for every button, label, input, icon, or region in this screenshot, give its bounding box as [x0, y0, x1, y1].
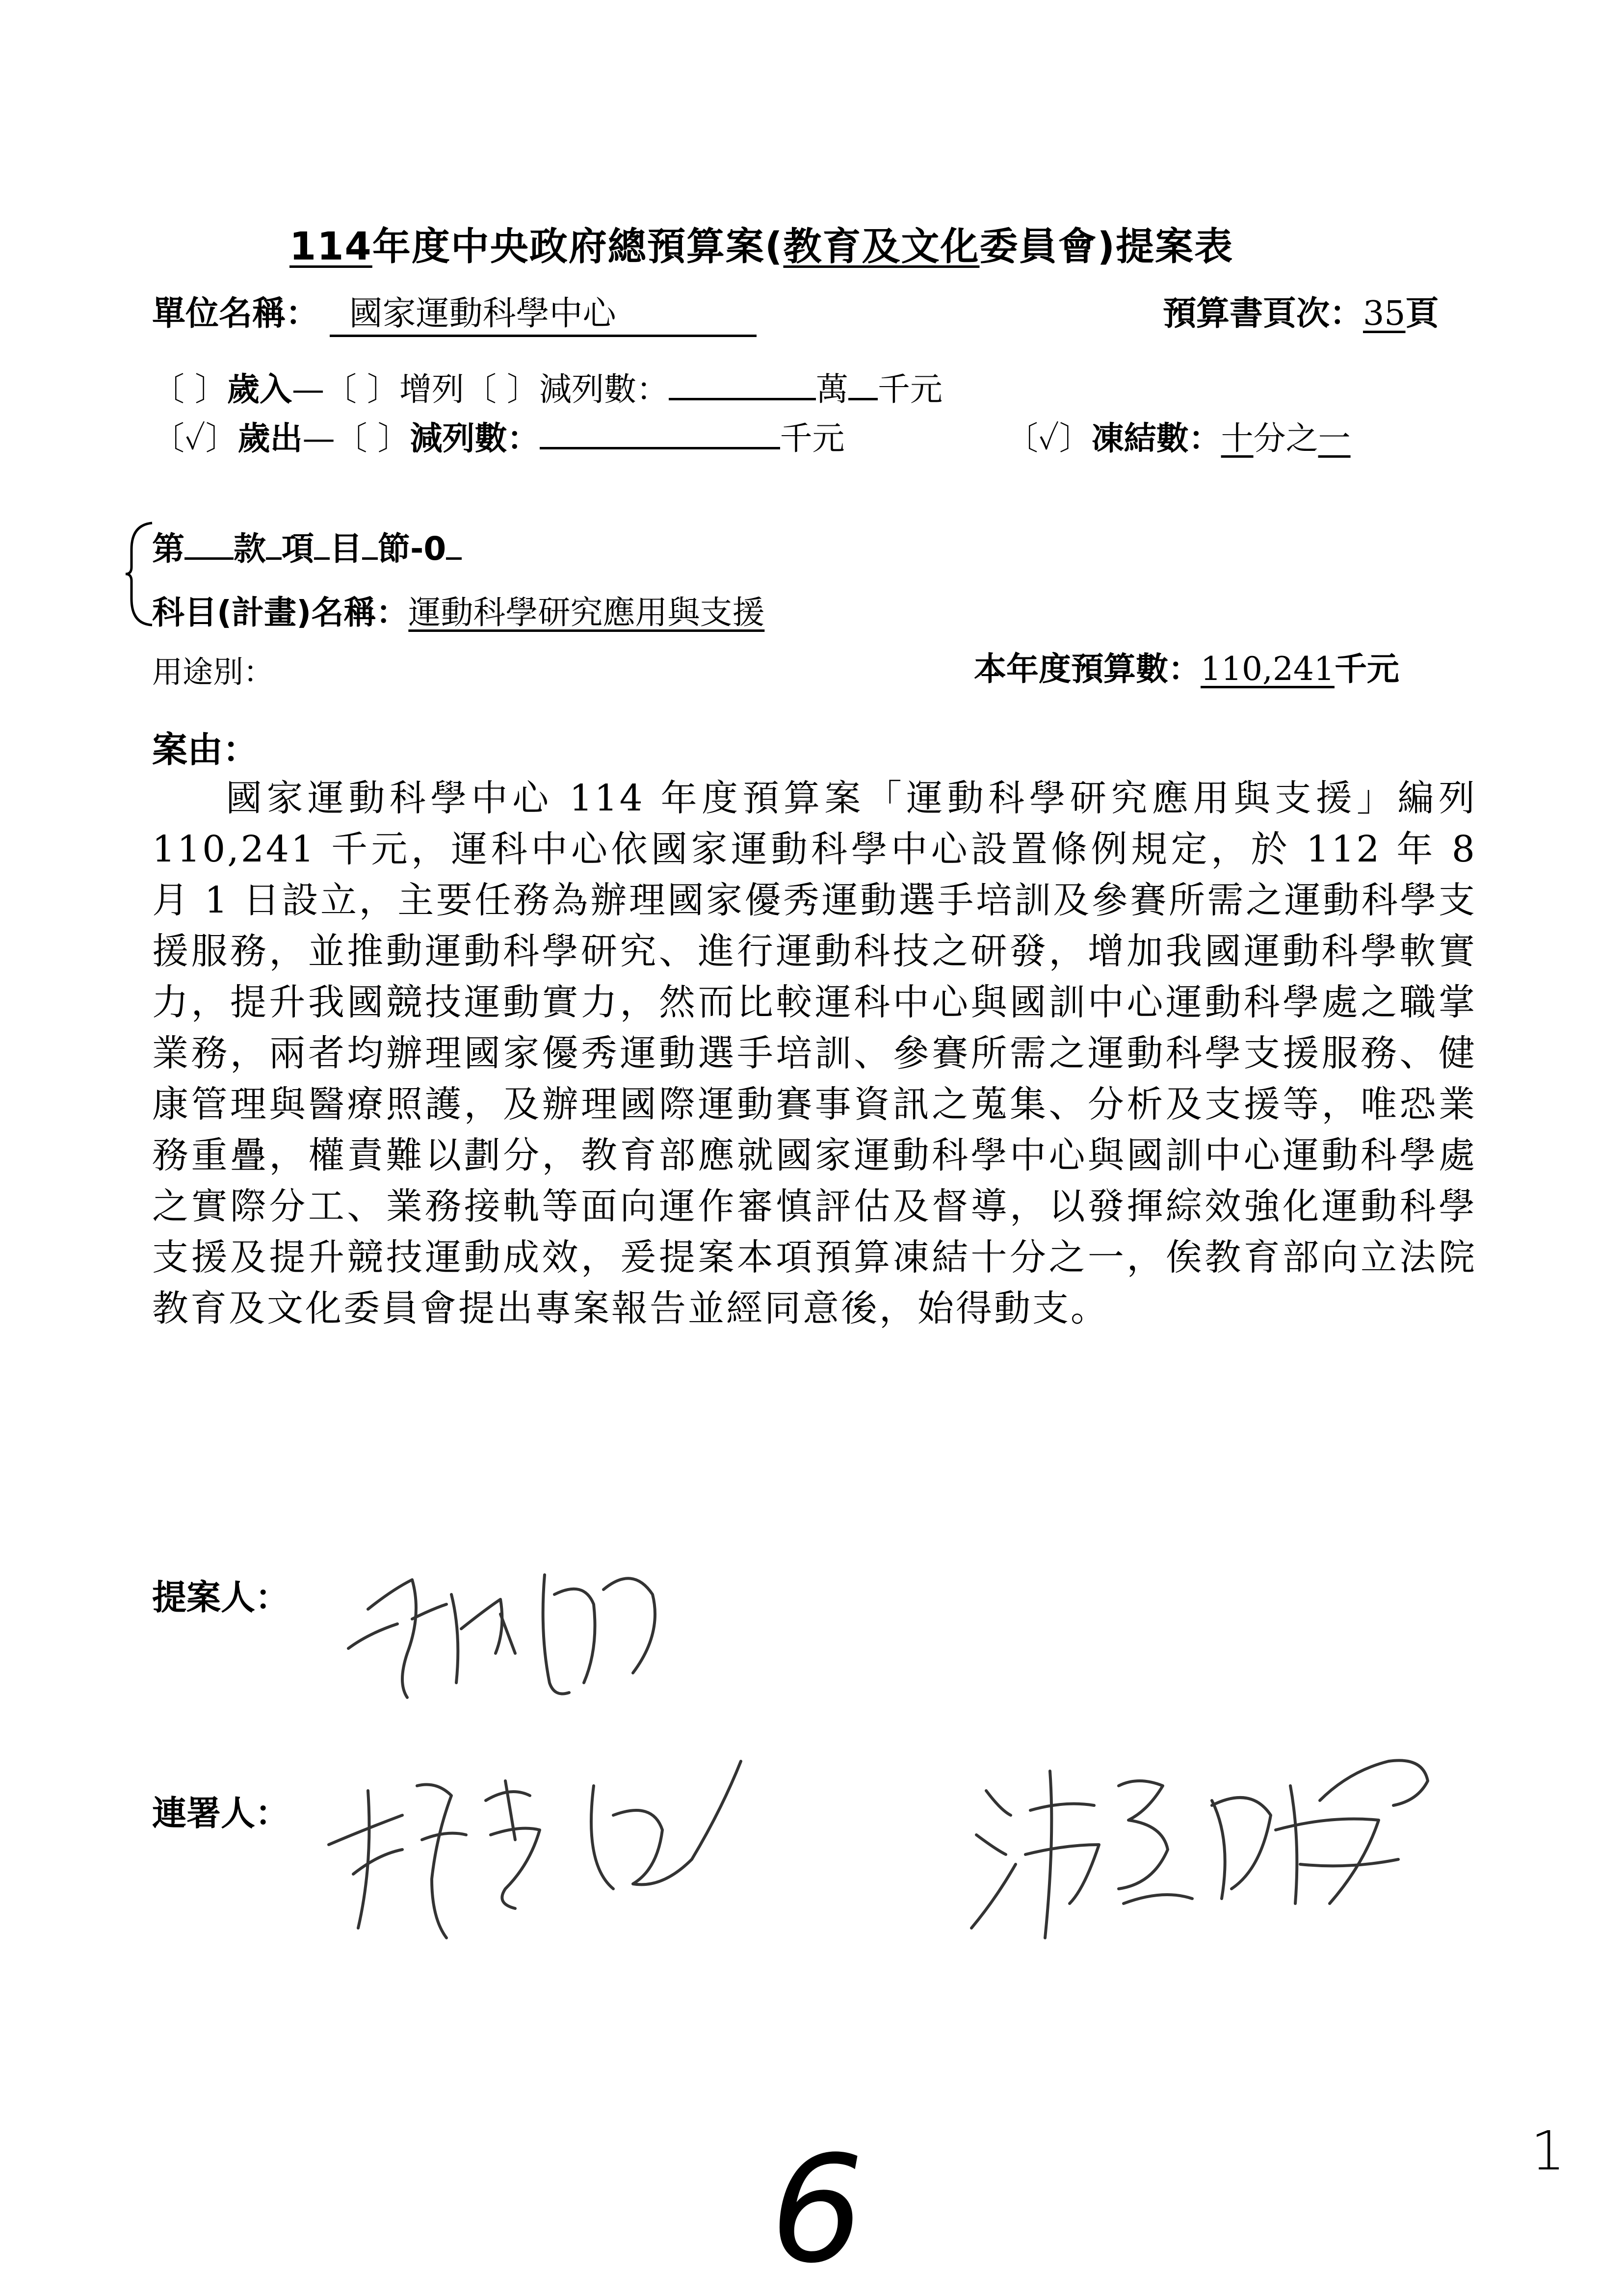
reason-label: 案由：	[152, 729, 259, 770]
unit-value: 國家運動科學中心	[349, 294, 616, 333]
revenue-amount-line	[669, 398, 816, 400]
title-committee: 教育及文化	[783, 225, 980, 269]
item-blank-2	[266, 557, 282, 560]
expenditure-checkbox: 〔✓〕	[152, 419, 238, 457]
item-jie: 節-0	[378, 530, 446, 568]
title-text-1: 年度中央政府總預算案(	[372, 225, 784, 269]
item-mu: 目	[330, 530, 362, 568]
revenue-checkbox-3: 〔 〕	[464, 370, 539, 408]
revenue-decrease: 減列數：	[539, 370, 669, 408]
unit-label: 單位名稱：	[152, 294, 319, 333]
budget-value: 110,241	[1201, 650, 1335, 688]
revenue-increase: 增列	[399, 370, 464, 408]
usage-label: 用途別：	[152, 654, 274, 690]
item-blank-5	[446, 557, 462, 560]
subject-row	[152, 586, 764, 633]
revenue-wan: 萬	[815, 370, 848, 408]
budget-label: 本年度預算數：	[974, 650, 1201, 688]
item-xiang: 項	[282, 530, 314, 568]
freeze-value-2: 分之	[1253, 419, 1318, 457]
subject-label: 科目(計畫)名稱：	[152, 594, 409, 631]
freeze-value-3: 一	[1318, 419, 1351, 457]
revenue-label: 歲入	[227, 370, 292, 408]
revenue-row	[152, 363, 943, 410]
item-blank-3	[314, 557, 330, 560]
reason-body	[152, 773, 1477, 1334]
unit-value-line	[330, 287, 757, 337]
cosigner-label: 連署人：	[152, 1793, 289, 1833]
expenditure-dash: —	[302, 419, 335, 457]
proposer-label: 提案人：	[152, 1577, 289, 1618]
expenditure-qian: 千元	[780, 419, 845, 457]
page-number-handwritten: 6	[770, 2124, 864, 2296]
item-blank-1	[184, 557, 234, 560]
expenditure-checkbox-2: 〔 〕	[335, 419, 410, 457]
cosigner-signature-2-image	[957, 1742, 1447, 1953]
revenue-qian: 千元	[877, 370, 943, 408]
item-blank-4	[362, 557, 378, 560]
title-year: 114	[289, 225, 372, 269]
cosigner-signature-1-image	[319, 1742, 760, 1948]
freeze-label: 凍結數：	[1091, 419, 1221, 457]
freeze-checkbox: 〔✓〕	[1006, 419, 1092, 457]
freeze-row	[1006, 412, 1351, 459]
freeze-value-1: 十	[1221, 419, 1254, 457]
expenditure-amount-line	[540, 447, 780, 449]
page-value: 35	[1363, 294, 1406, 333]
form-title	[289, 216, 1233, 271]
budget-unit: 千元	[1334, 650, 1399, 688]
item-kuan-prefix: 第	[152, 530, 184, 568]
unit-row	[152, 287, 757, 337]
revenue-qian-line	[848, 398, 878, 400]
item-kuan: 款	[234, 530, 266, 568]
corner-mark: 1	[1531, 2119, 1565, 2182]
proposer-signature-image	[339, 1536, 682, 1722]
expenditure-row	[152, 412, 845, 459]
revenue-checkbox: 〔 〕	[152, 370, 227, 408]
reason-paragraph: 國家運動科學中心 114 年度預算案「運動科學研究應用與支援」編列 110,241 千元，運科中心依國家運動科學中心設置條例規定，於 112 年 8 月 1 日設立，主要任務為辦理國家優秀運動選手培訓及參賽所需之運動科學支援服務，並推動運動科學研究、進行運動科技之研發，增加我國運動科學軟實力，提升我國競技運動實力，然而比較運科中心與國訓中心運動科學處之職掌業務，兩者均辦理國家優秀運動選手培訓、參賽所需之運動科學支援服務、健康管理與醫療照護，及辦理國際運動賽事資訊之蒐集、分析及支援等，唯恐業務重疊，權責難以劃分，教育部應就國家運動科學中心與國訓中心運動科學處之實際分工、業務接軌等面向運作審慎評估及督導，以發揮綜效強化運動科學支援及提升競技運動成效，爰提案本項預算凍結十分之一，俟教育部向立法院教育及文化委員會提出專案報告並經同意後，始得動支。	[152, 777, 1477, 1330]
subject-value: 運動科學研究應用與支援	[408, 594, 765, 631]
revenue-checkbox-2: 〔 〕	[324, 370, 399, 408]
expenditure-decrease: 減列數：	[410, 419, 540, 457]
expenditure-label: 歲出	[237, 419, 303, 457]
item-row	[152, 522, 462, 569]
revenue-dash: —	[291, 370, 324, 408]
title-text-2: 委員會)提案表	[979, 225, 1234, 269]
budget-row	[974, 643, 1399, 689]
page-label: 預算書頁次：	[1163, 294, 1363, 333]
page-suffix: 頁	[1405, 294, 1439, 333]
page-ref	[1163, 287, 1439, 335]
